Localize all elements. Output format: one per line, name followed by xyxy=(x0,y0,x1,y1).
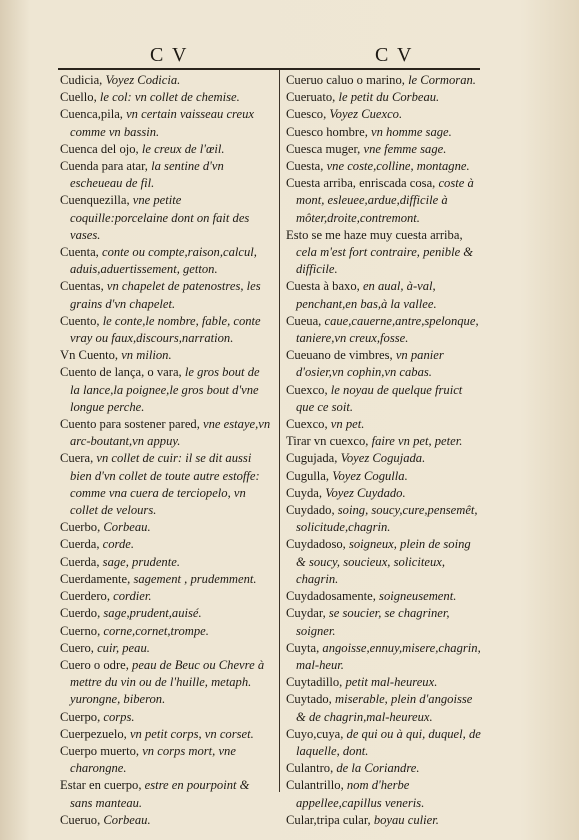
entry-definition: miserable, plein d'angoisse & de chagrin,mal-heureux. xyxy=(296,692,473,724)
dictionary-entry xyxy=(286,227,482,279)
entry-definition: vne femme sage. xyxy=(363,141,447,156)
dictionary-entry xyxy=(286,760,482,777)
entry-definition: vne estaye,vn arc-boutant,vn appuy. xyxy=(70,417,271,449)
dictionary-entry xyxy=(60,709,272,726)
dictionary-entry xyxy=(60,72,272,89)
dictionary-entry xyxy=(60,244,272,278)
entry-headword: Cuento, xyxy=(60,313,103,328)
entry-definition: vn pet. xyxy=(330,417,365,432)
entry-definition: sage, prudente. xyxy=(102,554,180,569)
dictionary-entry xyxy=(60,588,272,605)
dictionary-entry xyxy=(286,674,482,691)
entry-definition: le gros bout de la lance,la poignee,le gros bout d'vne longue perche. xyxy=(70,365,260,414)
entry-definition: corde. xyxy=(102,537,135,552)
dictionary-entry xyxy=(286,175,482,227)
entry-definition: se soucier, se chagriner, soigner. xyxy=(296,606,450,638)
entry-headword: Cueruo, xyxy=(60,812,104,827)
dictionary-entry xyxy=(60,89,272,106)
dictionary-entry xyxy=(286,72,482,89)
entry-headword: Estar en cuerpo, xyxy=(60,778,145,793)
entry-headword: Cuexco, xyxy=(286,382,331,397)
entry-headword: Tirar vn cuexco, xyxy=(286,434,372,449)
dictionary-entry xyxy=(286,812,482,829)
entry-headword: Cuydadoso, xyxy=(286,537,349,552)
entry-definition: faire vn pet, peter. xyxy=(371,434,463,449)
entry-definition: Voyez Cuexco. xyxy=(329,107,403,122)
dictionary-entry xyxy=(286,536,482,588)
dictionary-entry xyxy=(286,777,482,811)
entry-definition: Corbeau. xyxy=(103,812,151,827)
entry-definition: vne petite coquille:porcelaine dont on fait des vases. xyxy=(70,193,250,242)
entry-definition: estre en pourpoint & sans manteau. xyxy=(70,778,250,810)
dictionary-entry xyxy=(60,192,272,244)
entry-headword: Cuexco, xyxy=(286,417,331,432)
dictionary-entry xyxy=(286,640,482,674)
entry-headword: Cueuano de vimbres, xyxy=(286,348,396,363)
dictionary-entry xyxy=(286,433,482,450)
entry-headword: Cugujada, xyxy=(286,451,341,466)
entry-headword: Cuerpo muerto, xyxy=(60,743,143,758)
entry-definition: vn petit corps, vn corset. xyxy=(129,726,254,741)
entry-definition: de qui ou à qui, duquel, de laquelle, dont. xyxy=(296,726,481,758)
entry-headword: Cuytadillo, xyxy=(286,675,346,690)
entry-headword: Cuerda, xyxy=(60,537,103,552)
entry-definition: cordier. xyxy=(113,589,152,604)
dictionary-entry xyxy=(60,450,272,519)
entry-definition: Voyez Codicia. xyxy=(105,73,181,87)
running-head-left: C V xyxy=(150,44,189,66)
entry-headword: Cuerpezuelo, xyxy=(60,726,130,741)
entry-headword: Cuentas, xyxy=(60,279,107,294)
entry-headword: Cuerdo, xyxy=(60,606,104,621)
header-rule xyxy=(58,68,480,70)
dictionary-entry xyxy=(60,536,272,553)
entry-headword: Cueruo caluo o marino, xyxy=(286,73,409,87)
entry-definition: soigneusement. xyxy=(379,589,457,604)
entry-headword: Cuerbo, xyxy=(60,520,104,535)
entry-headword: Cuenca del ojo, xyxy=(60,141,142,156)
entry-headword: Cuenquezilla, xyxy=(60,193,133,208)
dictionary-entry xyxy=(60,743,272,777)
entry-definition: vn chapelet de patenostres, les grains d'vn chapelet. xyxy=(70,279,261,311)
entry-definition: le noyau de quelque fruict que ce soit. xyxy=(296,382,463,414)
dictionary-entry xyxy=(286,89,482,106)
entry-headword: Cuerno, xyxy=(60,623,104,638)
entry-definition: cela m'est fort contraire, penible & difficile. xyxy=(296,245,474,277)
entry-definition: soigneux, plein de soing & soucy, soucieux, soliciteux, chagrin. xyxy=(296,537,471,586)
entry-headword: Cuera, xyxy=(60,451,97,466)
entry-headword: Culantrillo, xyxy=(286,778,347,793)
entry-headword: Cuero, xyxy=(60,640,98,655)
dictionary-entry xyxy=(286,691,482,725)
entry-definition: Corbeau. xyxy=(103,520,151,535)
dictionary-entry xyxy=(286,588,482,605)
dictionary-entry xyxy=(60,605,272,622)
entry-definition: conte ou compte,raison,calcul, aduis,aduertissement, getton. xyxy=(70,245,257,277)
entry-headword: Cuyda, xyxy=(286,485,326,500)
dictionary-entry xyxy=(60,347,272,364)
entry-definition: corps. xyxy=(103,709,135,724)
entry-headword: Cuerdamente, xyxy=(60,571,134,586)
entry-definition: vn certain vaisseau creux comme vn bassin. xyxy=(70,107,254,139)
entry-definition: le petit du Corbeau. xyxy=(338,90,440,105)
entry-headword: Cuenda para atar, xyxy=(60,159,152,174)
dictionary-entry xyxy=(286,124,482,141)
entry-headword: Cuydado, xyxy=(286,503,338,518)
dictionary-entry xyxy=(60,777,272,811)
entry-definition: Voyez Cuydado. xyxy=(325,485,406,500)
entry-definition: vne coste,colline, montagne. xyxy=(326,159,470,174)
dictionary-entry xyxy=(60,571,272,588)
entry-headword: Cugulla, xyxy=(286,468,333,483)
dictionary-entry xyxy=(286,416,482,433)
entry-headword: Cuesco hombre, xyxy=(286,124,371,139)
dictionary-entry xyxy=(60,364,272,416)
entry-headword: Cueua, xyxy=(286,313,325,328)
entry-definition: vn panier d'osier,vn cophin,vn cabas. xyxy=(296,348,444,380)
entry-definition: la sentine d'vn escheueau de fil. xyxy=(70,159,224,191)
entry-headword: Cuesta à baxo, xyxy=(286,279,363,294)
dictionary-entry xyxy=(60,726,272,743)
entry-definition: sagement , prudemment. xyxy=(133,571,257,586)
entry-definition: boyau culier. xyxy=(373,812,439,827)
entry-definition: vn homme sage. xyxy=(371,124,452,139)
entry-headword: Cuesca muger, xyxy=(286,141,364,156)
entry-definition: coste à mont, esleuee,ardue,difficile à môter,droite,contremont. xyxy=(296,176,474,225)
dictionary-entry xyxy=(286,502,482,536)
left-column xyxy=(60,72,272,829)
entry-definition: le conte,le nombre, fable, conte vray ou faux,discours,narration. xyxy=(70,313,261,346)
dictionary-entry xyxy=(286,485,482,502)
dictionary-entry xyxy=(60,640,272,657)
entry-definition: angoisse,ennuy,misere,chagrin, mal-heur. xyxy=(296,640,481,672)
dictionary-entry xyxy=(286,106,482,123)
entry-definition: corne,cornet,trompe. xyxy=(103,623,209,638)
dictionary-entry xyxy=(60,278,272,312)
entry-definition: nom d'herbe appellee,capillus veneris. xyxy=(296,778,425,810)
dictionary-entry xyxy=(286,605,482,639)
entry-headword: Cuesta, xyxy=(286,159,327,174)
entry-headword: Cudicia, xyxy=(60,73,106,87)
entry-definition: Voyez Cogulla. xyxy=(332,468,408,483)
dictionary-entry xyxy=(60,812,272,829)
dictionary-entry xyxy=(286,347,482,381)
dictionary-entry xyxy=(60,657,272,709)
entry-headword: Cuento de lança, o vara, xyxy=(60,365,185,380)
entry-headword: Cuerdero, xyxy=(60,589,114,604)
entry-definition: vn corps mort, vne charongne. xyxy=(70,743,236,776)
entry-headword: Cuyta, xyxy=(286,640,323,655)
entry-headword: Cuerpo, xyxy=(60,709,104,724)
entry-headword: Cuesta arriba, enriscada cosa, xyxy=(286,176,439,191)
entry-headword: Vn Cuento, xyxy=(60,348,122,363)
entry-definition: caue,cauerne,antre,spelonque, taniere,vn creux,fosse. xyxy=(296,313,479,346)
entry-definition: vn milion. xyxy=(121,348,172,363)
dictionary-entry xyxy=(60,519,272,536)
dictionary-entry xyxy=(60,106,272,140)
entry-headword: Cuello, xyxy=(60,90,100,105)
dictionary-entry xyxy=(60,416,272,450)
entry-definition: en aual, à-val, penchant,en bas,à la vallee. xyxy=(296,279,437,311)
entry-headword: Cuenta, xyxy=(60,245,102,260)
entry-headword: Cueruato, xyxy=(286,90,339,105)
dictionary-entry xyxy=(286,726,482,760)
entry-headword: Culantro, xyxy=(286,761,337,776)
entry-definition: le creux de l'œil. xyxy=(141,141,225,156)
entry-headword: Cuerda, xyxy=(60,554,103,569)
entry-headword: Cuenca,pila, xyxy=(60,107,127,122)
entry-definition: petit mal-heureux. xyxy=(345,675,438,690)
dictionary-entry xyxy=(286,382,482,416)
dictionary-entry xyxy=(286,141,482,158)
dictionary-entry xyxy=(60,623,272,640)
entry-definition: de la Coriandre. xyxy=(336,761,420,776)
dictionary-entry xyxy=(286,313,482,347)
entry-headword: Esto se me haze muy cuesta arriba, xyxy=(286,227,463,242)
entry-definition: peau de Beuc ou Chevre à mettre du vin ou de l'huille, metaph. yurongne, biberon. xyxy=(70,657,265,707)
running-head-right: C V xyxy=(375,44,414,66)
entry-definition: le col: vn collet de chemise. xyxy=(99,90,240,105)
entry-headword: Cuydar, xyxy=(286,606,329,621)
entry-headword: Cular,tripa cular, xyxy=(286,812,374,827)
column-divider xyxy=(279,70,280,792)
entry-headword: Cuytado, xyxy=(286,692,335,707)
entry-headword: Cuesco, xyxy=(286,107,330,122)
right-column xyxy=(286,72,482,829)
entry-definition: vn collet de cuir: il se dit aussi bien d'vn collet de toute autre estoffe: comme vna cuera de terciopelo, vn collet de velours. xyxy=(70,451,260,518)
entry-definition: le Cormoran. xyxy=(408,73,476,87)
dictionary-entry xyxy=(60,158,272,192)
entry-definition: Voyez Cogujada. xyxy=(340,451,426,466)
entry-headword: Cuyo,cuya, xyxy=(286,726,347,741)
entry-definition: sage,prudent,auisé. xyxy=(103,606,202,621)
dictionary-entry xyxy=(60,313,272,347)
dictionary-entry xyxy=(286,158,482,175)
dictionary-entry xyxy=(286,278,482,312)
entry-headword: Cuydadosamente, xyxy=(286,589,380,604)
entry-headword: Cuero o odre, xyxy=(60,657,133,672)
entry-definition: cuir, peau. xyxy=(97,640,150,655)
dictionary-entry xyxy=(286,468,482,485)
entry-definition: soing, soucy,cure,pensemêt, solicitude,chagrin. xyxy=(296,503,478,535)
dictionary-entry xyxy=(60,141,272,158)
dictionary-entry xyxy=(286,450,482,467)
dictionary-entry xyxy=(60,554,272,571)
entry-headword: Cuento para sostener pared, xyxy=(60,417,204,432)
